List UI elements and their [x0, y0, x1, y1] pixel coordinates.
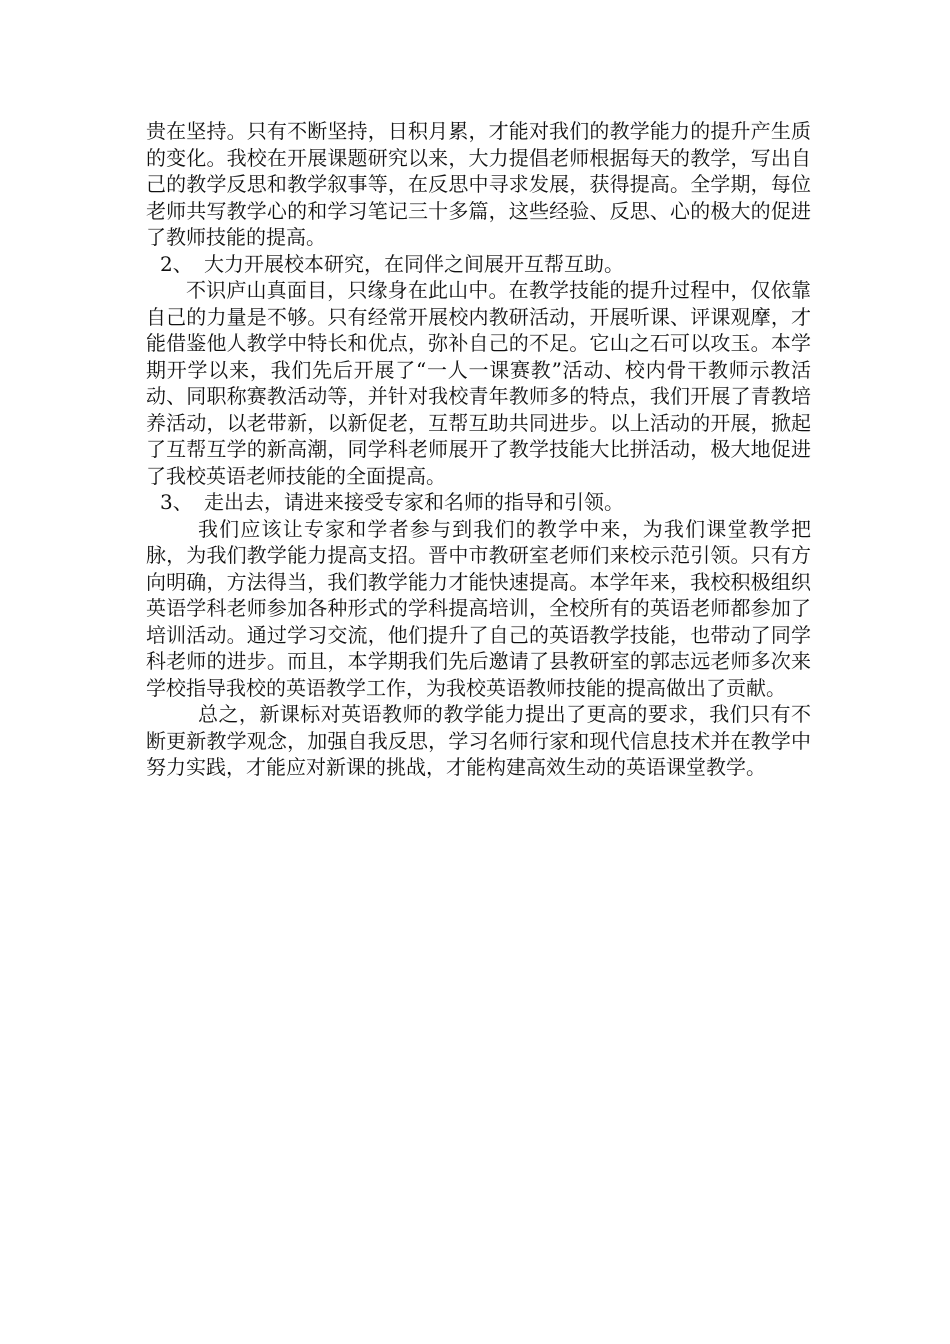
paragraph-school-research: 不识庐山真面目，只缘身在此山中。在教学技能的提升过程中，仅依靠自己的力量是不够。只有经常开展校内教研活动，开展听课、评课观摩，才能借鉴他人教学中特长和优点，弥补自己的不足。它山之石可以攻玉。本学期开学以来，我们先后开展了“一人一课赛教”活动、校内骨干教师示教活动、同职称赛教活动等，并针对我校青年教师多的特点，我们开展了青教培养活动，以老带新，以新促老，互帮互助共同进步。以上活动的开展，掀起了互帮互学的新高潮，同学科老师展开了教学技能大比拼活动，极大地促进了我校英语老师技能的全面提高。	[146, 278, 811, 488]
paragraph-persistence: 贵在坚持。只有不断坚持，日积月累，才能对我们的教学能力的提升产生质的变化。我校在开展课题研究以来，大力提倡老师根据每天的教学，写出自己的教学反思和教学叙事等，在反思中寻求发展，获得提高。全学期，每位老师共写教学心的和学习笔记三十多篇，这些经验、反思、心的极大的促进了教师技能的提高。	[146, 119, 811, 249]
section-number-3: 3、	[160, 490, 193, 514]
section-title-3: 走出去，请进来接受专家和名师的指导和引领。	[204, 490, 624, 514]
section-title-2: 大力开展校本研究，在同伴之间展开互帮互助。	[204, 251, 624, 276]
document-page	[146, 118, 811, 781]
section-heading-2	[146, 251, 811, 278]
paragraph-conclusion: 总之，新课标对英语教师的教学能力提出了更高的要求，我们只有不断更新教学观念，加强自我反思，学习名师行家和现代信息技术并在教学中努力实践，才能应对新课的挑战，才能构建高效生动的英语课堂教学。	[146, 702, 811, 779]
paragraph-expert-guidance: 我们应该让专家和学者参与到我们的教学中来，为我们课堂教学把脉，为我们教学能力提高支招。晋中市教研室老师们来校示范引领。只有方向明确，方法得当，我们教学能力才能快速提高。本学年来，我校积极组织英语学科老师参加各种形式的学科提高培训，全校所有的英语老师都参加了培训活动。通过学习交流，他们提升了自己的英语教学技能，也带动了同学科老师的进步。而且，本学期我们先后邀请了县教研室的郭志远老师多次来学校指导我校的英语教学工作，为我校英语教师技能的提高做出了贡献。	[146, 516, 811, 700]
section-heading-3	[146, 489, 811, 516]
section-number-2: 2、	[160, 251, 193, 276]
